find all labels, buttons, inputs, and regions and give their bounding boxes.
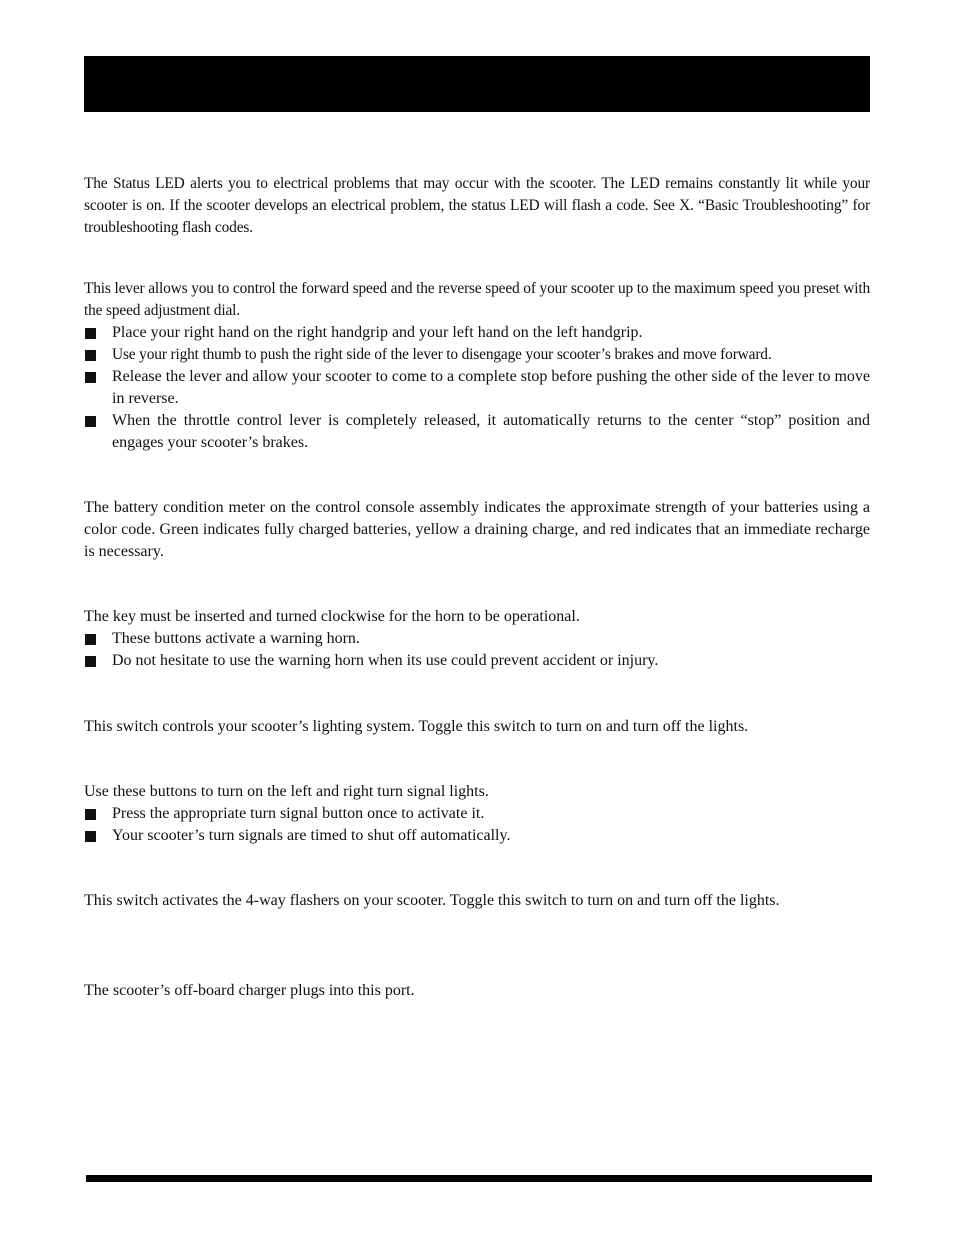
footer-rule (86, 1175, 872, 1182)
list-item-text: Use your right thumb to push the right side of the lever to disengage your scooter’s brakes and move forward. (112, 346, 772, 363)
battery-meter-section (84, 497, 870, 563)
horn-bullet-list (84, 628, 870, 672)
list-item-text: When the throttle control lever is completely released, it automatically returns to the center “stop” position and engages your scooter’s brakes. (112, 412, 870, 451)
turn-signals-paragraph: Use these buttons to turn on the left and right turn signal lights. (84, 783, 489, 800)
battery-meter-paragraph: The battery condition meter on the control console assembly indicates the approximate strength of your batteries using a color code. Green indicates fully charged batteries, yellow a draining charge, and red indicates that an immediate recharge is necessary. (84, 499, 870, 560)
throttle-section (84, 278, 870, 454)
square-bullet-icon (85, 350, 96, 361)
flashers-paragraph: This switch activates the 4-way flashers on your scooter. Toggle this switch to turn on and turn off the lights. (84, 892, 780, 909)
list-item (84, 322, 870, 344)
charger-port-section (84, 980, 870, 1002)
list-item (84, 366, 870, 410)
square-bullet-icon (85, 328, 96, 339)
lights-section (84, 716, 870, 738)
horn-section (84, 606, 870, 672)
throttle-paragraph: This lever allows you to control the forward speed and the reverse speed of your scooter up to the maximum speed you preset with the speed adjustment dial. (84, 280, 870, 319)
square-bullet-icon (85, 634, 96, 645)
flashers-section (84, 890, 870, 912)
list-item-text: Place your right hand on the right handgrip and your left hand on the left handgrip. (112, 324, 643, 341)
status-led-paragraph: The Status LED alerts you to electrical problems that may occur with the scooter. The LED remains constantly lit while your scooter is on. If the scooter develops an electrical problem, the status LED will flash a code. See X. “Basic Troubleshooting” for troubleshooting flash codes. (84, 175, 870, 236)
list-item-text: Do not hesitate to use the warning horn when its use could prevent accident or injury. (112, 652, 659, 669)
square-bullet-icon (85, 809, 96, 820)
charger-port-paragraph: The scooter’s off-board charger plugs into this port. (84, 982, 415, 999)
square-bullet-icon (85, 372, 96, 383)
square-bullet-icon (85, 831, 96, 842)
list-item-text: These buttons activate a warning horn. (112, 630, 360, 647)
list-item (84, 628, 870, 650)
list-item (84, 825, 870, 847)
header-bar (84, 56, 870, 112)
throttle-bullet-list (84, 322, 870, 454)
list-item (84, 410, 870, 454)
turn-signals-section (84, 781, 870, 847)
status-led-section (84, 173, 870, 239)
list-item (84, 803, 870, 825)
list-item-text: Release the lever and allow your scooter to come to a complete stop before pushing the other side of the lever to move in reverse. (112, 368, 870, 407)
list-item (84, 344, 870, 366)
lights-paragraph: This switch controls your scooter’s lighting system. Toggle this switch to turn on and turn off the lights. (84, 718, 749, 735)
turn-signals-bullet-list (84, 803, 870, 847)
list-item-text: Your scooter’s turn signals are timed to shut off automatically. (112, 827, 511, 844)
list-item (84, 650, 870, 672)
square-bullet-icon (85, 416, 96, 427)
horn-paragraph: The key must be inserted and turned clockwise for the horn to be operational. (84, 608, 580, 625)
list-item-text: Press the appropriate turn signal button once to activate it. (112, 805, 485, 822)
square-bullet-icon (85, 656, 96, 667)
